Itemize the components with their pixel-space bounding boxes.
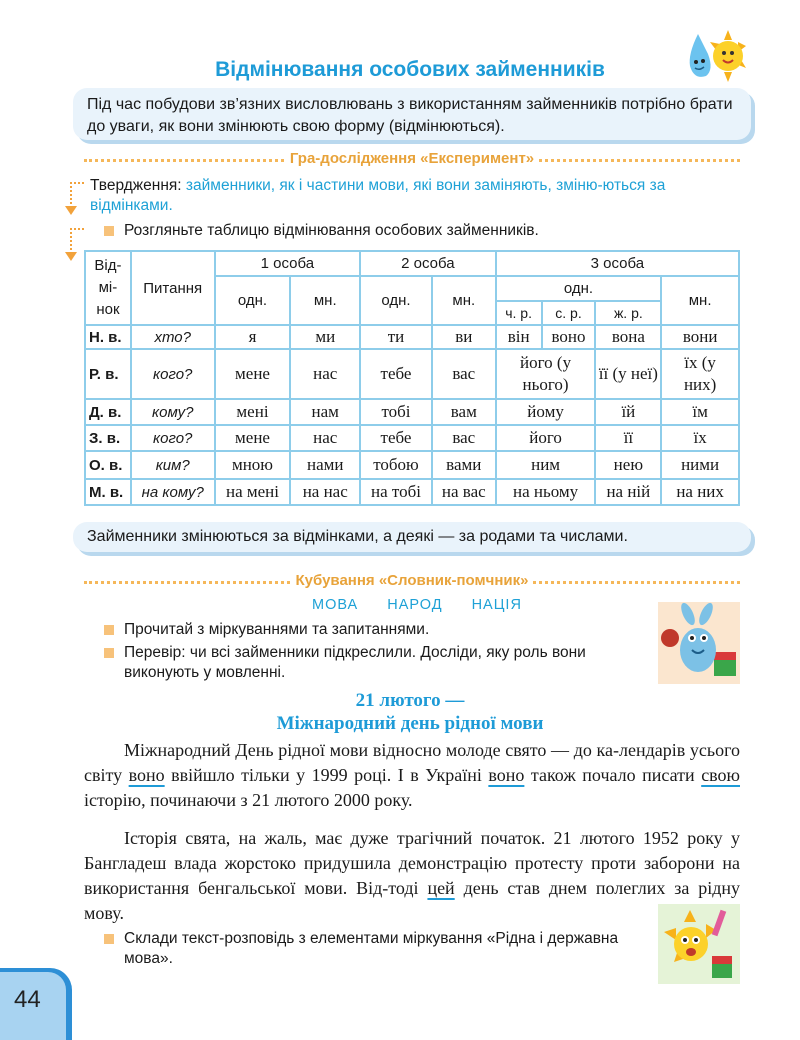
cubing-title: Кубування «Словник-помчник»	[292, 572, 533, 589]
table-cell: мені	[215, 399, 291, 425]
text-run: Міжнародний День рідної мови відносно молоде свято — до ка-лендарів усього світу	[84, 740, 740, 785]
game-heading	[84, 150, 740, 170]
cubing-task-1: Прочитай з міркуваннями та запитаннями.	[124, 621, 430, 638]
table-cell: ви	[432, 325, 496, 349]
page-title: Відмінювання особових займенників	[215, 58, 605, 81]
table-cell: ними	[661, 451, 739, 479]
table-cell: на мені	[215, 479, 291, 505]
table-cell: на ній	[595, 479, 661, 505]
case-label: Р. в.	[85, 349, 131, 399]
table-cell: вам	[432, 399, 496, 425]
cube-mascot-icon	[658, 602, 740, 684]
header-neuter: с. р.	[542, 301, 596, 325]
table-cell: тобі	[360, 399, 432, 425]
text-run: день став днем полеглих за рідну мову.	[84, 878, 740, 923]
table-row	[85, 349, 739, 399]
table-cell: їм	[661, 399, 739, 425]
header-masculine: ч. р.	[496, 301, 542, 325]
rule-text: Займенники змінюються за відмінками, а деякі — за родами та числами.	[87, 528, 628, 545]
rule-box	[73, 522, 751, 552]
bullet-icon	[104, 226, 114, 236]
table-cell: вони	[661, 325, 739, 349]
game-title: Гра-дослідження «Експеримент»	[286, 150, 538, 167]
arrow-down-icon	[65, 252, 77, 261]
case-question: кого?	[131, 349, 215, 399]
table-cell: тобою	[360, 451, 432, 479]
underlined-pronoun: цей	[427, 878, 455, 898]
table-cell: мною	[215, 451, 291, 479]
case-label: З. в.	[85, 425, 131, 451]
header-question: Питання	[131, 251, 215, 325]
header-sg-3: одн.	[496, 276, 662, 301]
declension-table	[84, 250, 740, 506]
header-person-3: 3 особа	[496, 251, 739, 276]
case-label: О. в.	[85, 451, 131, 479]
table-cell: на тобі	[360, 479, 432, 505]
table-cell: на нас	[290, 479, 360, 505]
statement-label: Твердження:	[90, 177, 182, 194]
statement-text: займенники, як і частини мови, які вони заміняють, зміню-ються за відмінками.	[90, 177, 666, 214]
text-run: історію, починаючи з 21 лютого 2000 року.	[84, 790, 413, 810]
header-pl-2: мн.	[432, 276, 496, 325]
bullet-icon	[104, 648, 114, 658]
table-row	[85, 325, 739, 349]
story-heading-2: Міжнародний день рідної мови	[276, 713, 544, 734]
story-heading-1: 21 лютого —	[355, 690, 465, 711]
intro-box	[73, 88, 751, 140]
header-feminine: ж. р.	[595, 301, 661, 325]
table-row	[85, 425, 739, 451]
table-cell: їх (у них)	[661, 349, 739, 399]
case-label: Н. в.	[85, 325, 131, 349]
table-cell: тебе	[360, 349, 432, 399]
text-run: також почало писати	[524, 765, 702, 785]
table-cell: тебе	[360, 425, 432, 451]
underlined-pronoun: воно	[128, 765, 165, 785]
table-cell: йому	[496, 399, 596, 425]
table-cell: нас	[290, 349, 360, 399]
table-cell: на вас	[432, 479, 496, 505]
table-cell: він	[496, 325, 542, 349]
case-label: М. в.	[85, 479, 131, 505]
bullet-icon	[104, 934, 114, 944]
table-cell: нею	[595, 451, 661, 479]
table-cell: його (у нього)	[496, 349, 596, 399]
table-cell: ми	[290, 325, 360, 349]
statement	[90, 176, 740, 216]
page-number: 44	[14, 986, 41, 1013]
table-cell: воно	[542, 325, 596, 349]
table-cell: вас	[432, 349, 496, 399]
sun-mascot-icon	[658, 904, 740, 984]
case-question: ким?	[131, 451, 215, 479]
underlined-pronoun: свою	[701, 765, 740, 785]
table-cell: ним	[496, 451, 596, 479]
table-row	[85, 479, 739, 505]
story-paragraph-2	[84, 826, 740, 926]
arrow-down-icon	[65, 206, 77, 215]
case-question: кому?	[131, 399, 215, 425]
arrow-line-1	[70, 182, 84, 184]
header-pl-1: мн.	[290, 276, 360, 325]
word: МОВА	[312, 597, 359, 613]
table-cell: її (у неї)	[595, 349, 661, 399]
header-person-2: 2 особа	[360, 251, 496, 276]
table-cell: їй	[595, 399, 661, 425]
table-cell: мене	[215, 349, 291, 399]
text-run: Історія свята, на жаль, має дуже трагічний початок. 21 лютого 1952 року у Бангладеш влада жорстоко придушила демонстрацію протесту проти заборони на використання бенгальської мови. Від-тоді	[84, 828, 740, 898]
table-cell: їх	[661, 425, 739, 451]
word: НАРОД	[387, 597, 443, 613]
table-cell: його	[496, 425, 596, 451]
table-row	[85, 399, 739, 425]
text-run: ввійшло тільки у 1999 році. І в Україні	[164, 765, 489, 785]
final-task: Склади текст-розповідь з елементами міркування «Рідна і державна мова».	[124, 930, 619, 967]
vocabulary-words	[300, 597, 534, 613]
header-sg-1: одн.	[215, 276, 291, 325]
case-question: на кому?	[131, 479, 215, 505]
header-case: Від-мі-нок	[85, 251, 131, 325]
arrow-line-2	[70, 228, 84, 230]
table-cell: нами	[290, 451, 360, 479]
header-person-1: 1 особа	[215, 251, 361, 276]
table-cell: на них	[661, 479, 739, 505]
header-pl-3: мн.	[661, 276, 739, 325]
intro-text: Під час побудови зв’язних висловлювань з використанням займенників потрібно брати до уваги, як вони змінюють свою форму (відмінюються).	[87, 96, 733, 135]
story-paragraph-1	[84, 738, 740, 813]
table-task: Розгляньте таблицю відмінювання особових займенників.	[124, 222, 539, 239]
table-cell: ти	[360, 325, 432, 349]
sun-and-drop-mascot-icon	[680, 28, 750, 84]
header-sg-2: одн.	[360, 276, 432, 325]
cubing-task-2: Перевір: чи всі займенники підкреслили. Досліди, яку роль вони виконують у мовленні.	[124, 644, 586, 681]
table-cell: вона	[595, 325, 661, 349]
table-cell: нам	[290, 399, 360, 425]
table-row	[85, 451, 739, 479]
table-cell: я	[215, 325, 291, 349]
arrow-line-1v	[70, 182, 72, 208]
cubing-heading	[84, 572, 740, 592]
table-cell: мене	[215, 425, 291, 451]
case-question: кого?	[131, 425, 215, 451]
underlined-pronoun: воно	[488, 765, 525, 785]
bullet-icon	[104, 625, 114, 635]
table-cell: вами	[432, 451, 496, 479]
case-label: Д. в.	[85, 399, 131, 425]
arrow-line-2v	[70, 228, 72, 254]
case-question: хто?	[131, 325, 215, 349]
table-cell: на ньому	[496, 479, 596, 505]
word: НАЦІЯ	[471, 597, 522, 613]
table-cell: вас	[432, 425, 496, 451]
table-cell: її	[595, 425, 661, 451]
table-cell: нас	[290, 425, 360, 451]
